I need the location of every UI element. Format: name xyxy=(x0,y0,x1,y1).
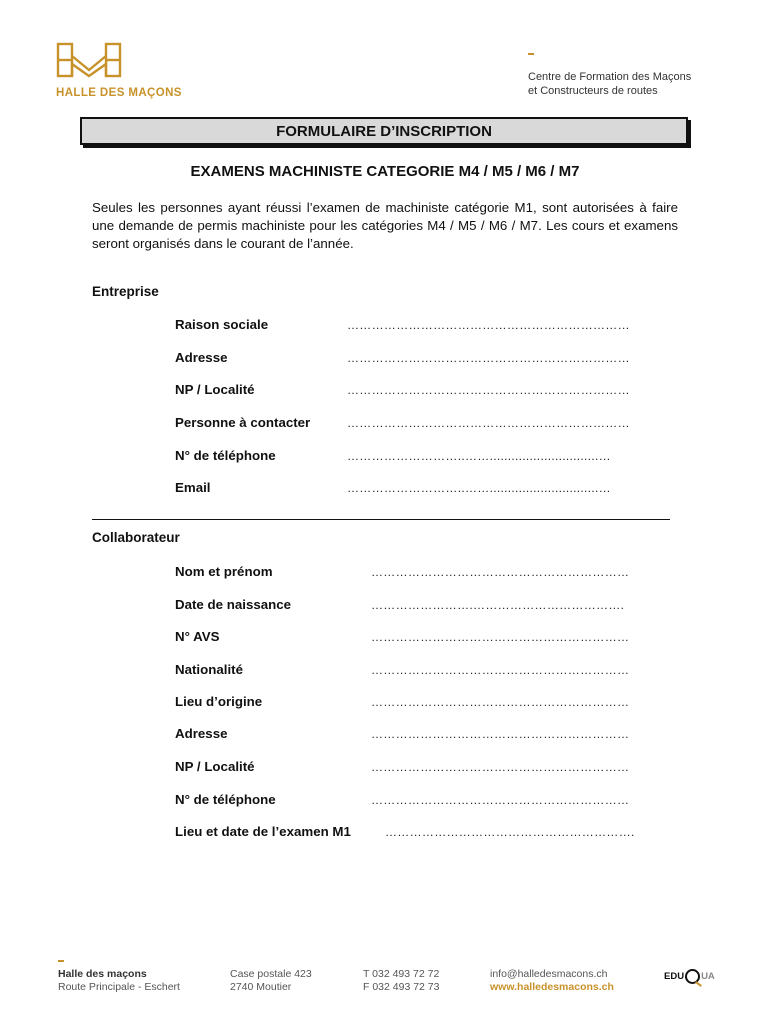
field-line-telephone[interactable]: ………………………..……..............................… xyxy=(347,449,611,463)
footer-postbox: Case postale 423 xyxy=(230,968,312,980)
logo-text: HALLE DES MAÇONS xyxy=(56,87,182,99)
field-line-raison-sociale[interactable]: …………………………………………………………… xyxy=(347,318,630,332)
field-line-np-localite[interactable]: …………………………………………………………… xyxy=(347,383,630,397)
institution-line-1: Centre de Formation des Maçons xyxy=(528,71,692,83)
intro-paragraph: Seules les personnes ayant réussi l’examen de machiniste catégorie M1, sont autorisées à faire une demande de permis machiniste pour les catégories M4 / M5 / M6 / M7. Les cours et examens seront organisés dans le courant de l’année. xyxy=(92,200,678,251)
field-label-examen-m1: Lieu et date de l’examen M1 xyxy=(175,824,351,839)
footer-address: Route Principale - Eschert xyxy=(58,981,180,993)
field-label-nom-prenom: Nom et prénom xyxy=(175,564,273,579)
field-line-lieu-origine[interactable]: ……………………………………………………… xyxy=(371,695,630,709)
field-label-personne-contact: Personne à contacter xyxy=(175,415,311,430)
form-subtitle: EXAMENS MACHINISTE CATEGORIE M4 / M5 / M6 / M7 xyxy=(190,163,580,180)
field-line-np-localite-collab[interactable]: ……………………………………………………… xyxy=(371,760,630,774)
footer-accent-dash xyxy=(58,960,64,962)
field-line-nationalite[interactable]: ……………………………………………………… xyxy=(371,663,630,677)
footer-phone-block xyxy=(363,968,439,994)
field-line-examen-m1[interactable]: ……………………………………………………. xyxy=(385,825,635,839)
footer-contact-block xyxy=(490,968,614,994)
collaborateur-heading: Collaborateur xyxy=(92,530,180,545)
field-label-email: Email xyxy=(175,480,211,495)
field-label-adresse-collab: Adresse xyxy=(175,726,228,741)
field-label-lieu-origine: Lieu d’origine xyxy=(175,694,263,709)
footer-phone: T 032 493 72 72 xyxy=(363,968,440,980)
field-label-avs: N° AVS xyxy=(175,629,220,644)
eduqua-text-right: UA xyxy=(701,971,715,982)
field-label-telephone: N° de téléphone xyxy=(175,448,276,463)
institution-name xyxy=(528,70,691,98)
footer-postbox-block xyxy=(230,968,312,994)
halle-des-macons-logo-icon xyxy=(56,42,122,82)
field-label-np-localite-collab: NP / Localité xyxy=(175,759,255,774)
field-line-personne-contact[interactable]: …………………………………………………………… xyxy=(347,416,630,430)
field-label-telephone-collab: N° de téléphone xyxy=(175,792,276,807)
accent-dash xyxy=(528,53,534,55)
footer-fax: F 032 493 72 73 xyxy=(363,981,440,993)
form-title: FORMULAIRE D’INSCRIPTION xyxy=(276,122,492,140)
field-label-date-naissance: Date de naissance xyxy=(175,597,292,612)
field-line-telephone-collab[interactable]: ……………………………………………………… xyxy=(371,793,630,807)
field-label-np-localite: NP / Localité xyxy=(175,382,255,397)
field-line-adresse-collab[interactable]: ……………………………………………………… xyxy=(371,727,630,741)
field-line-nom-prenom[interactable]: ……………………………………………………… xyxy=(371,565,630,579)
field-line-date-naissance[interactable]: …………………….………………………………. xyxy=(371,598,625,612)
footer-address-block xyxy=(58,968,180,994)
field-label-raison-sociale: Raison sociale xyxy=(175,317,269,332)
footer-name: Halle des maçons xyxy=(58,968,147,980)
entreprise-heading: Entreprise xyxy=(92,284,159,299)
eduqua-text-left: EDU xyxy=(664,971,685,982)
institution-line-2: et Constructeurs de routes xyxy=(528,85,658,97)
field-line-email[interactable]: ………………………..……..............................… xyxy=(347,481,611,495)
field-line-adresse[interactable]: …………………………………………………………… xyxy=(347,351,630,365)
eduqua-q-icon xyxy=(685,969,700,984)
section-divider xyxy=(92,519,670,520)
footer-city: 2740 Moutier xyxy=(230,981,292,993)
footer-website[interactable]: www.halledesmacons.ch xyxy=(490,981,614,993)
field-line-avs[interactable]: ……………………………………………………… xyxy=(371,630,630,644)
footer-email[interactable]: info@halledesmacons.ch xyxy=(490,968,608,980)
field-label-nationalite: Nationalité xyxy=(175,662,243,677)
eduqua-logo xyxy=(664,969,715,984)
field-label-adresse: Adresse xyxy=(175,350,228,365)
form-title-box xyxy=(80,117,688,145)
